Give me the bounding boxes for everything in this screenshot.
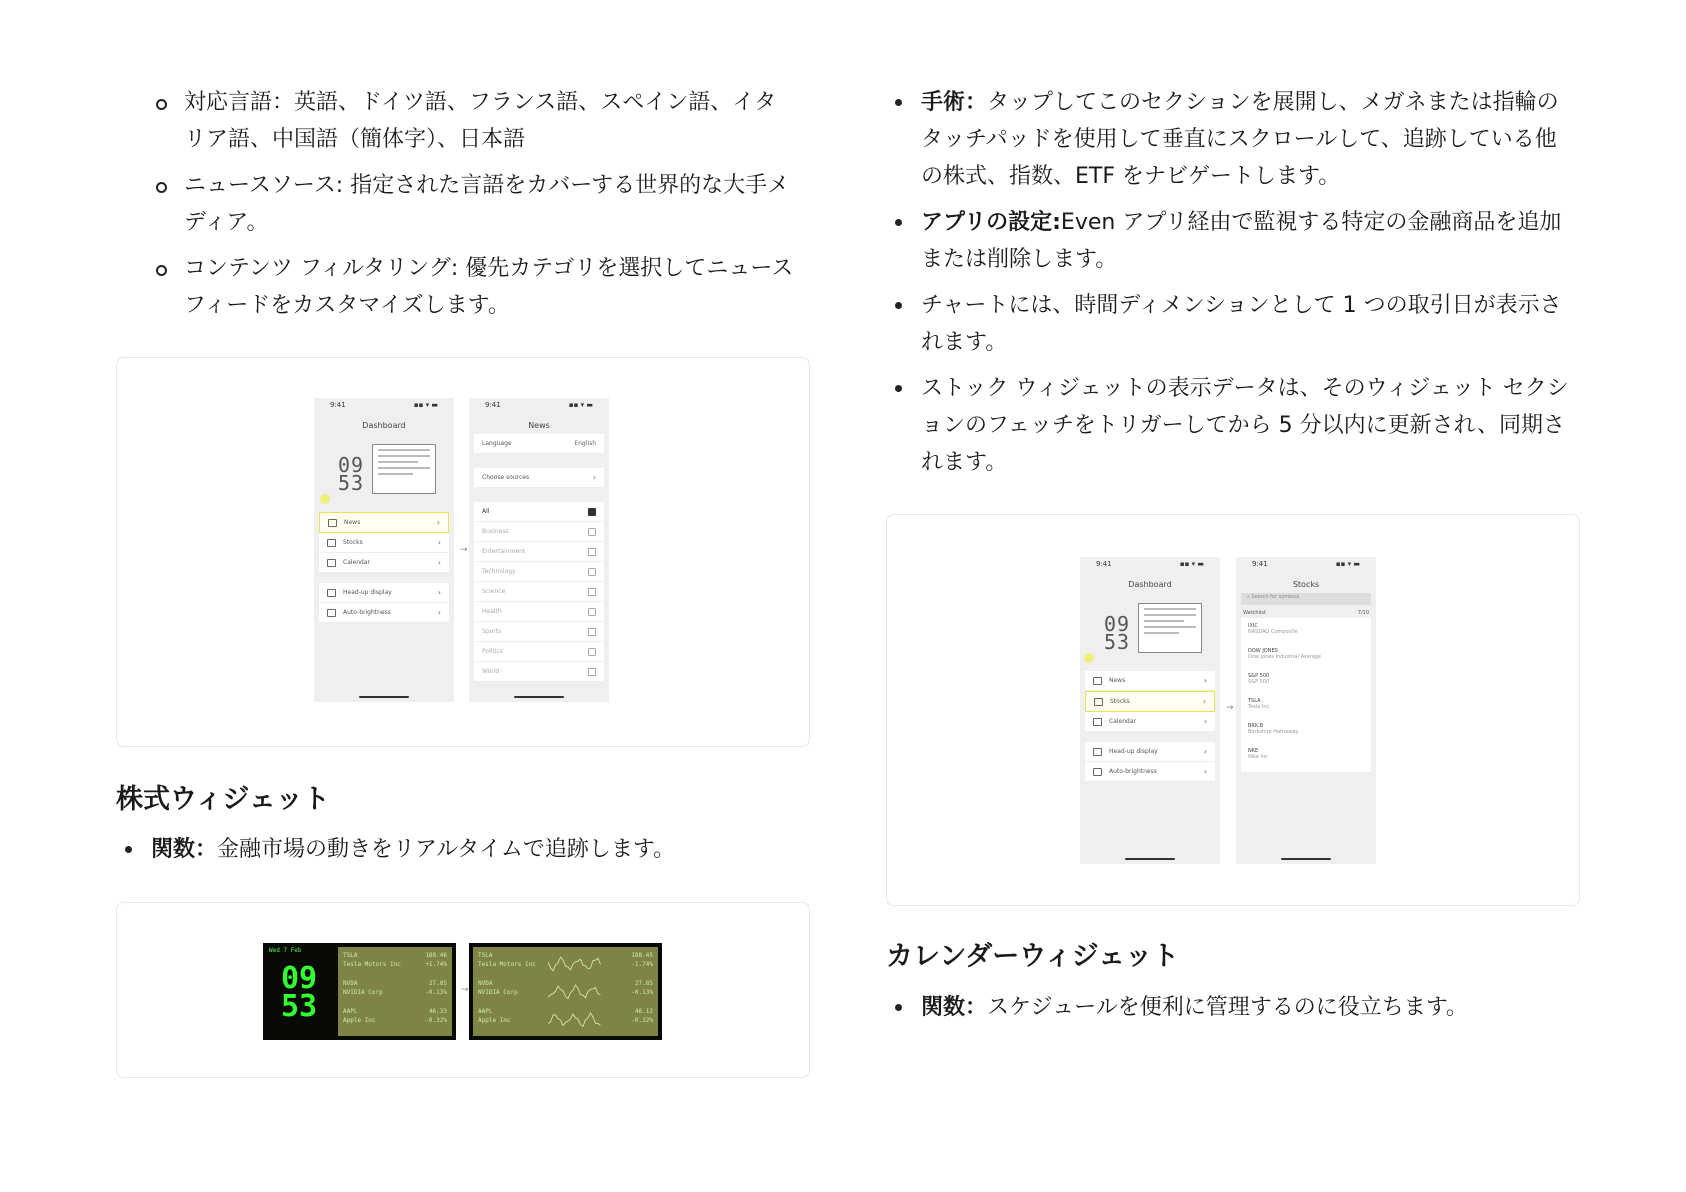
watchlist-item[interactable]: IXIC NASDAQ Composite <box>1248 623 1298 635</box>
brightness-icon <box>327 609 336 617</box>
checkbox[interactable] <box>588 648 596 656</box>
list-item: ニュースソース: 指定された言語をカバーする世界的な大手メディア。 <box>156 167 796 241</box>
widget-preview <box>1138 603 1202 653</box>
checkbox[interactable] <box>588 568 596 576</box>
home-indicator <box>514 696 564 698</box>
chevron-right-icon: › <box>437 608 441 617</box>
topic-row[interactable]: All <box>474 502 604 522</box>
checkbox[interactable] <box>588 508 596 516</box>
ticker-entry: NVDA NVIDIA Corp 27.85 -0.13% <box>478 980 653 1006</box>
tap-indicator <box>320 494 330 504</box>
ticker-entry: TSLA Tesla Motors Inc 188.45 -1.74% <box>478 952 653 978</box>
widget-preview <box>372 444 436 494</box>
checkbox[interactable] <box>588 628 596 636</box>
list-item: アプリの設定:Even アプリ経由で監視する特定の金融商品を追加または削除します。 <box>886 204 1576 278</box>
stock-widget-heading: 株式ウィジェット <box>116 784 330 815</box>
screen-title: Dashboard <box>1128 580 1172 589</box>
search-icon: ⌕ <box>1247 594 1250 600</box>
dashboard-row[interactable]: News › <box>319 512 449 533</box>
watchlist-item[interactable]: S&P 500 S&P 500 <box>1248 673 1270 685</box>
topic-row[interactable]: World <box>474 662 604 682</box>
signal-icon: ▪▪ ▾ ▬ <box>1179 560 1204 568</box>
status-time: 9:41 <box>1252 560 1268 568</box>
chevron-right-icon: › <box>592 473 596 482</box>
stocks-phone-screenshot <box>1236 557 1376 864</box>
calendar-icon <box>1093 718 1102 726</box>
stock-feature-list <box>886 84 1576 490</box>
signal-icon: ▪▪ ▾ ▬ <box>413 401 438 409</box>
arrow-icon: → <box>460 545 468 555</box>
dashboard-row[interactable]: Stocks › <box>319 533 449 553</box>
ticker-panel <box>338 947 452 1036</box>
screen-title: News <box>528 421 550 430</box>
chevron-right-icon: › <box>436 518 440 527</box>
news-phone-screenshot <box>469 398 609 702</box>
list-item: 対応言語：英語、ドイツ語、フランス語、スペイン語、イタリア語、中国語（簡体字）、日本語 <box>156 84 796 158</box>
clock-display: 09 53 <box>1104 612 1131 654</box>
screen-title: Dashboard <box>362 421 406 430</box>
status-time: 9:41 <box>330 401 346 409</box>
topic-row[interactable]: Sports <box>474 622 604 642</box>
stocks-icon <box>1094 698 1103 706</box>
dashboard-row[interactable]: Calendar › <box>1085 712 1215 732</box>
list-item: コンテンツ フィルタリング: 優先カテゴリを選択してニュース フィードをカスタマイズします。 <box>156 250 796 324</box>
dashboard-phone-screenshot <box>1080 557 1220 864</box>
ticker-entry: NVDA NVIDIA Corp 27.85 -0.13% <box>343 980 447 996</box>
arrow-icon: → <box>461 985 469 995</box>
status-time: 9:41 <box>485 401 501 409</box>
topic-row[interactable]: Health <box>474 602 604 622</box>
brightness-icon <box>1093 768 1102 776</box>
clock-display: 09 53 <box>338 453 365 495</box>
sparkline-chart <box>548 982 603 1002</box>
signal-icon: ▪▪ ▾ ▬ <box>1335 560 1360 568</box>
search-input[interactable]: ⌕ Search for symbols <box>1241 593 1371 605</box>
sparkline-chart <box>548 1010 603 1030</box>
checkbox[interactable] <box>588 588 596 596</box>
signal-icon: ▪▪ ▾ ▬ <box>568 401 593 409</box>
watchlist-item[interactable]: NKE Nike Inc <box>1248 748 1268 760</box>
ticker-entry: TSLA Tesla Motors Inc 188.46 +1.74% <box>343 952 447 968</box>
chevron-right-icon: › <box>437 558 441 567</box>
checkbox[interactable] <box>588 548 596 556</box>
watchlist-item[interactable]: DOW JONES Dow Jones Industrial Average <box>1248 648 1322 660</box>
watchlist-label: Watchlist <box>1243 610 1266 616</box>
checkbox[interactable] <box>588 528 596 536</box>
home-indicator <box>1125 858 1175 860</box>
chevron-right-icon: › <box>1203 767 1207 776</box>
list-item: 手術：タップしてこのセクションを展開し、メガネまたは指輪のタッチパッドを使用して垂直にスクロールして、追跡している他の株式、指数、ETF をナビゲートします。 <box>886 84 1576 195</box>
dashboard-phone-screenshot <box>314 398 454 702</box>
ticker-panel <box>473 947 658 1036</box>
stock-display-figure <box>116 902 810 1078</box>
dashboard-row[interactable]: Stocks › <box>1085 691 1215 712</box>
watchlist-item[interactable]: BRK.B Berkshire Hathaway <box>1248 723 1299 735</box>
news-icon <box>1093 677 1102 685</box>
glasses-display-clock: Wed 7 Feb 09 53 TSLA Tesla Motors Inc 188.46 +1.74% NVDA NVIDIA Corp 27.85 -0.13% AAPL Apple Inc 46.33 -0.32% <box>263 943 456 1040</box>
topic-row[interactable]: Science <box>474 582 604 602</box>
checkbox[interactable] <box>588 668 596 676</box>
status-time: 9:41 <box>1096 560 1112 568</box>
chevron-right-icon: › <box>1203 747 1207 756</box>
stock-function-list <box>116 831 796 877</box>
stocks-settings-figure <box>886 514 1580 906</box>
chevron-right-icon: › <box>437 538 441 547</box>
clock-display: 09 53 <box>281 961 318 1024</box>
language-row[interactable]: Language English <box>474 434 604 454</box>
topic-row[interactable]: Politics <box>474 642 604 662</box>
topic-row[interactable]: Business <box>474 522 604 542</box>
list-item: 関数：金融市場の動きをリアルタイムで追跡します。 <box>116 831 796 868</box>
dashboard-row[interactable]: Head-up display › <box>319 583 449 603</box>
watchlist-count: 7/10 <box>1357 610 1369 616</box>
sources-row[interactable]: Choose sources › <box>474 468 604 488</box>
news-icon <box>328 519 337 527</box>
dashboard-row[interactable]: Auto-brightness › <box>1085 762 1215 782</box>
topic-row[interactable]: Entertainment <box>474 542 604 562</box>
display-icon <box>1093 748 1102 756</box>
chevron-right-icon: › <box>1203 676 1207 685</box>
watchlist-item[interactable]: TSLA Tesla Inc <box>1248 698 1270 710</box>
dashboard-row[interactable]: Head-up display › <box>1085 742 1215 762</box>
dashboard-row[interactable]: News › <box>1085 671 1215 691</box>
screen-title: Stocks <box>1292 580 1320 589</box>
stocks-icon <box>327 539 336 547</box>
list-item: チャートには、時間ディメンションとして 1 つの取引日が表示されます。 <box>886 287 1576 361</box>
calendar-widget-heading: カレンダーウィジェット <box>886 941 1180 972</box>
checkbox[interactable] <box>588 608 596 616</box>
arrow-icon: → <box>1226 703 1234 713</box>
language-feature-list <box>156 84 796 333</box>
news-settings-figure <box>116 357 810 747</box>
chevron-right-icon: › <box>1203 717 1207 726</box>
home-indicator <box>1281 858 1331 860</box>
ticker-entry: AAPL Apple Inc 46.12 -0.32% <box>478 1008 653 1034</box>
list-item: ストック ウィジェットの表示データは、そのウィジェット セクションのフェッチをトリガーしてから 5 分以内に更新され、同期されます。 <box>886 370 1576 481</box>
ticker-entry: AAPL Apple Inc 46.33 -0.32% <box>343 1008 447 1024</box>
calendar-function-list <box>886 989 1566 1035</box>
chevron-right-icon: › <box>437 588 441 597</box>
chevron-right-icon: › <box>1202 697 1206 706</box>
home-indicator <box>359 696 409 698</box>
dashboard-row[interactable]: Auto-brightness › <box>319 603 449 623</box>
tap-indicator <box>1084 653 1094 663</box>
calendar-icon <box>327 559 336 567</box>
display-icon <box>327 589 336 597</box>
glasses-display-charts <box>469 943 662 1040</box>
topic-row[interactable]: Technology <box>474 562 604 582</box>
dashboard-row[interactable]: Calendar › <box>319 553 449 573</box>
list-item: 関数：スケジュールを便利に管理するのに役立ちます。 <box>886 989 1566 1026</box>
sparkline-chart <box>548 954 603 974</box>
